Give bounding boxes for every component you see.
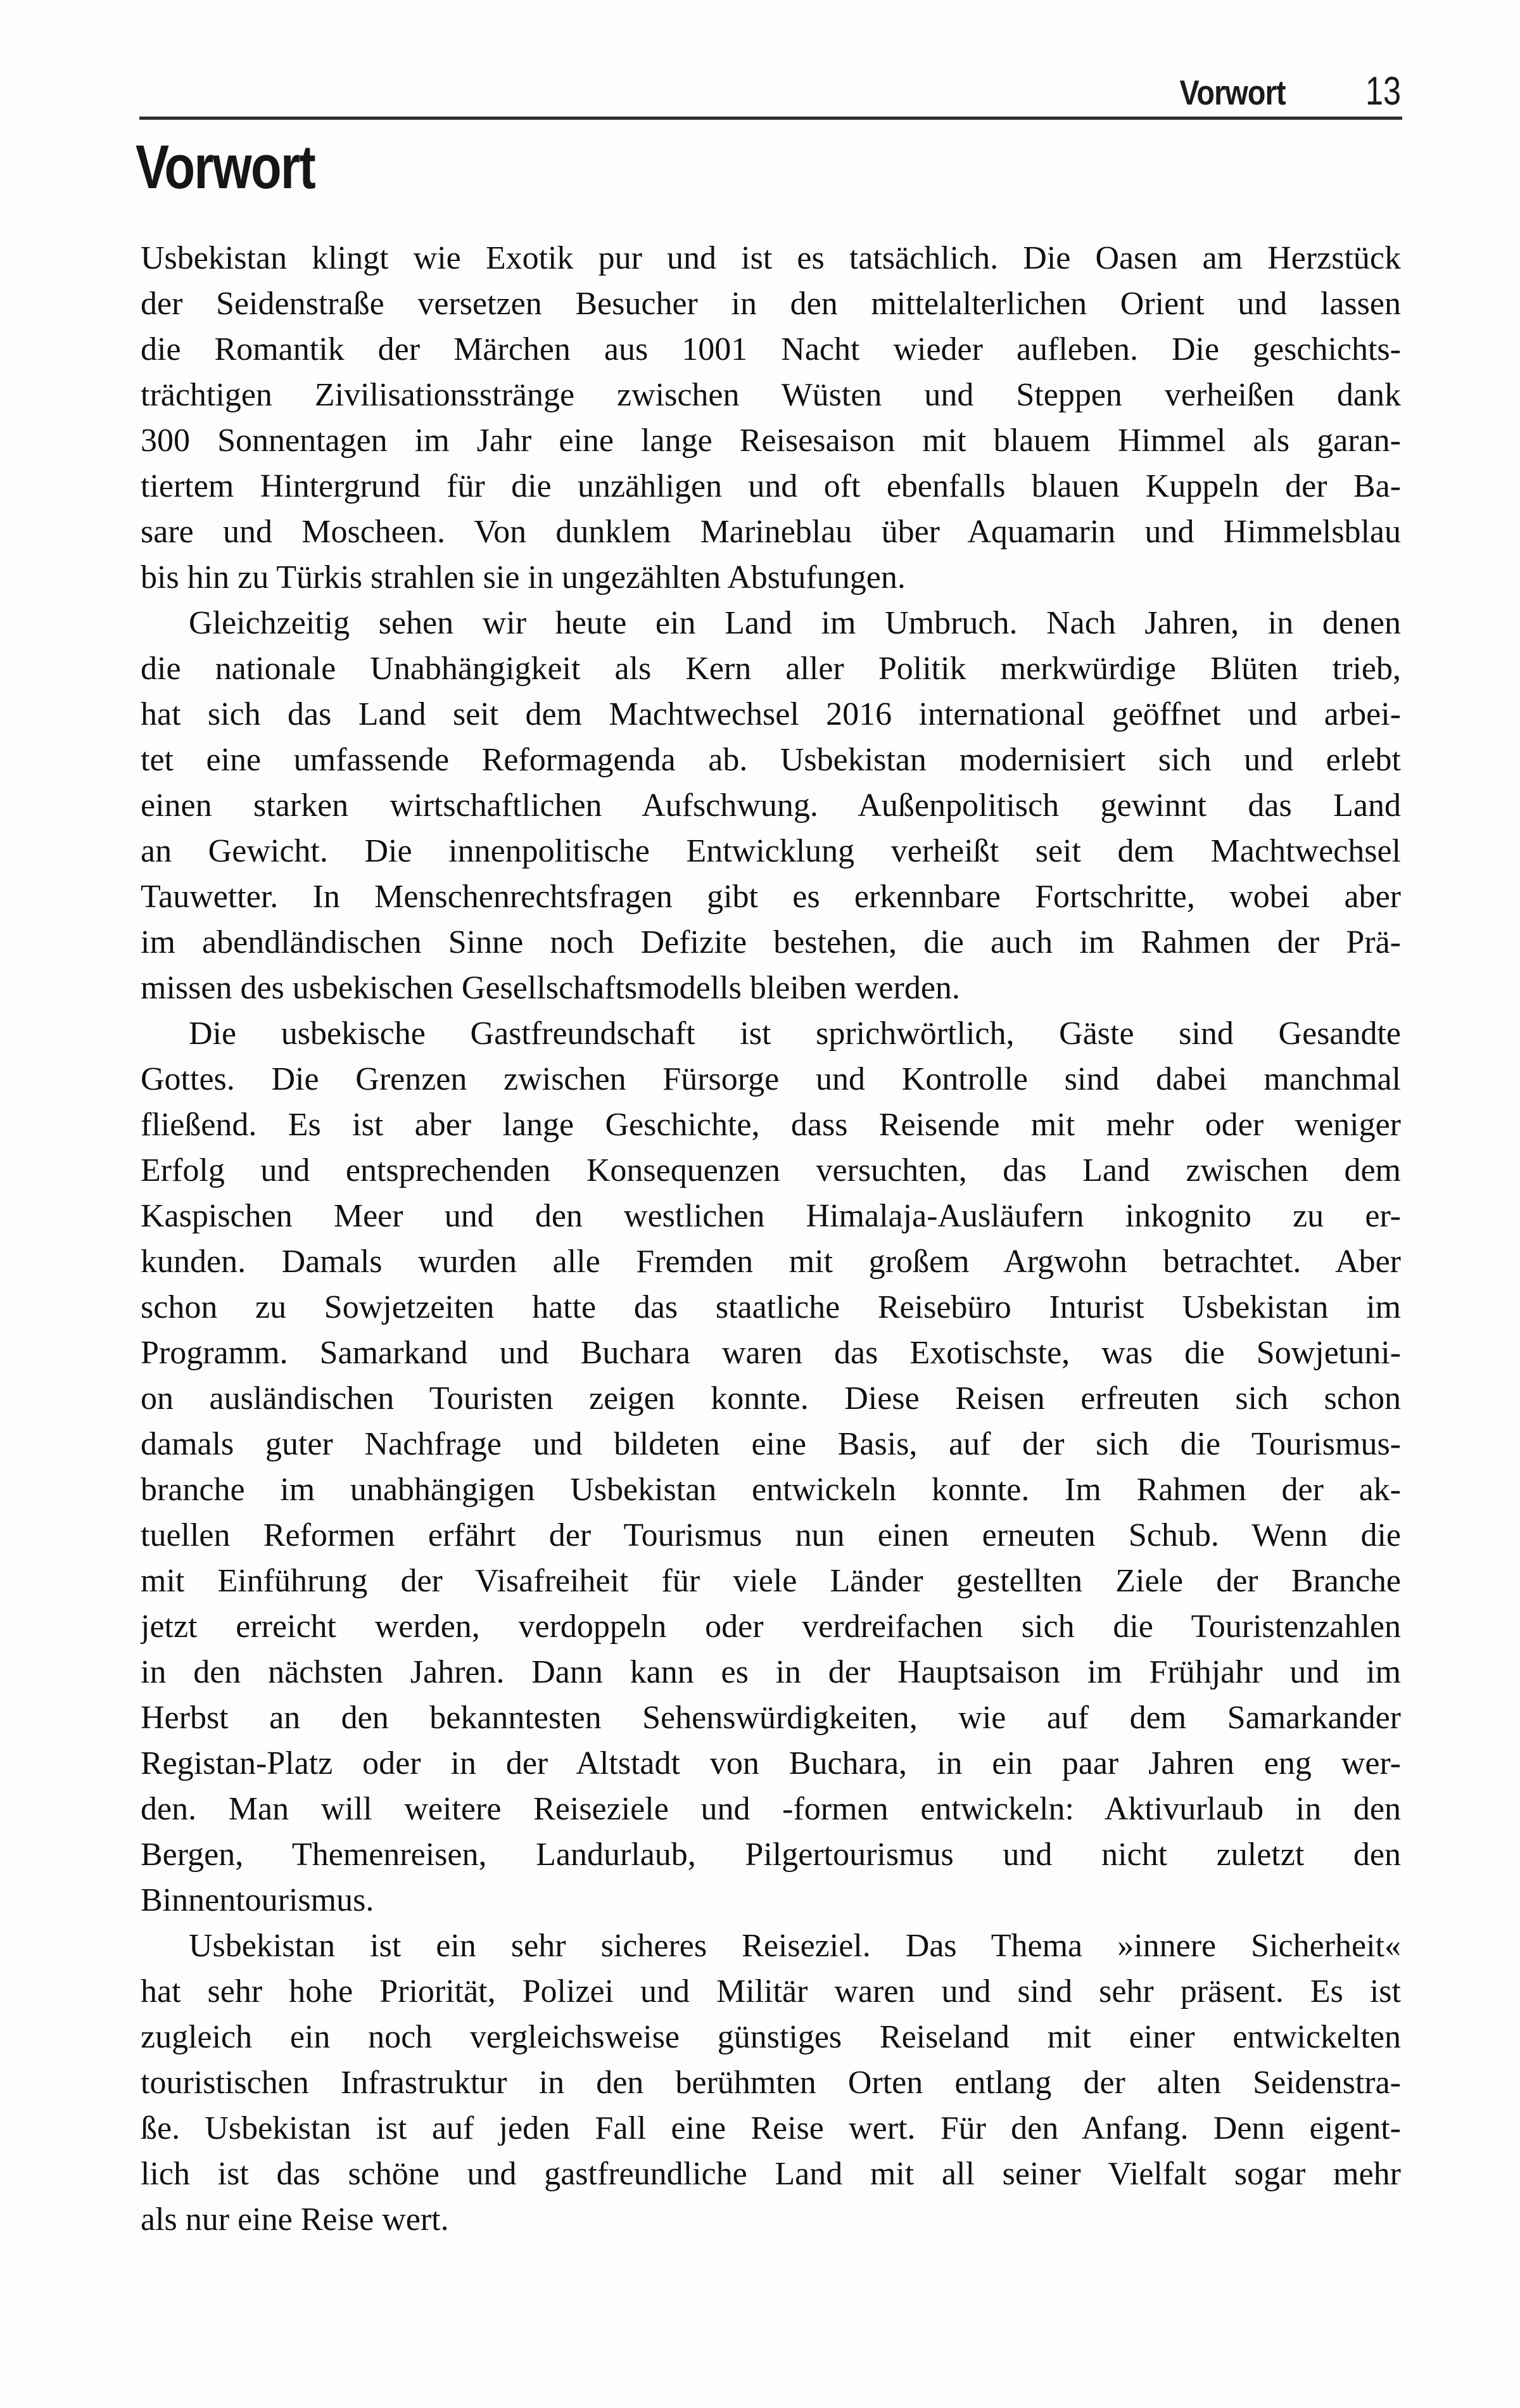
text-line: Tauwetter. In Menschenrechtsfragen gibt es erkennbare Fortschritte, wobei aber [141, 879, 1401, 915]
text-line: schon zu Sowjetzeiten hatte das staatliche Reisebüro Inturist Usbekistan im [141, 1289, 1401, 1325]
paragraph [141, 236, 1401, 601]
text-line: trächtigen Zivilisationsstränge zwischen Wüsten und Steppen verheißen dank [141, 377, 1401, 413]
text-line: Registan-Platz oder in der Altstadt von Buchara, in ein paar Jahren eng wer- [141, 1745, 1401, 1781]
text-line: tet eine umfassende Reformagenda ab. Usbekistan modernisiert sich und erlebt [141, 742, 1401, 778]
paragraph [141, 1923, 1401, 2243]
text-line: tiertem Hintergrund für die unzähligen und oft ebenfalls blauen Kuppeln der Ba- [141, 468, 1401, 504]
text-line: der Seidenstraße versetzen Besucher in den mittelalterlichen Orient und lassen [141, 286, 1401, 322]
text-line: lich ist das schöne und gastfreundliche Land mit all seiner Vielfalt sogar mehr [141, 2156, 1401, 2192]
text-line: Programm. Samarkand und Buchara waren das Exotischste, was die Sowjetuni- [141, 1335, 1401, 1371]
text-line: on ausländischen Touristen zeigen konnte. Diese Reisen erfreuten sich schon [141, 1380, 1401, 1417]
text-line: den. Man will weitere Reiseziele und -formen entwickeln: Aktivurlaub in den [141, 1791, 1401, 1827]
text-line: fließend. Es ist aber lange Geschichte, dass Reisende mit mehr oder weniger [141, 1107, 1401, 1143]
text-line: die Romantik der Märchen aus 1001 Nacht wieder aufleben. Die geschichts- [141, 331, 1401, 367]
text-line: die nationale Unabhängigkeit als Kern aller Politik merkwürdige Blüten trieb, [141, 651, 1401, 687]
text-line: bis hin zu Türkis strahlen sie in ungezählten Abstufungen. [141, 559, 906, 596]
text-line: Bergen, Themenreisen, Landurlaub, Pilgertourismus und nicht zuletzt den [141, 1837, 1401, 1873]
text-line: tuellen Reformen erfährt der Tourismus nun einen erneuten Schub. Wenn die [141, 1517, 1401, 1553]
text-line: im abendländischen Sinne noch Defizite bestehen, die auch im Rahmen der Prä- [141, 924, 1401, 960]
text-line: 300 Sonnentagen im Jahr eine lange Reisesaison mit blauem Himmel als garan- [141, 423, 1401, 459]
running-header-page-number: 13 [1365, 69, 1401, 113]
text-line: an Gewicht. Die innenpolitische Entwicklung verheißt seit dem Machtwechsel [141, 833, 1401, 869]
text-line: ße. Usbekistan ist auf jeden Fall eine Reise wert. Für den Anfang. Denn eigent- [141, 2110, 1401, 2146]
text-line: mit Einführung der Visafreiheit für viele Länder gestellten Ziele der Branche [141, 1563, 1401, 1599]
text-line: Gleichzeitig sehen wir heute ein Land im Umbruch. Nach Jahren, in denen [189, 605, 1401, 641]
text-line: Herbst an den bekanntesten Sehenswürdigkeiten, wie auf dem Samarkander [141, 1700, 1401, 1736]
text-line: jetzt erreicht werden, verdoppeln oder verdreifachen sich die Touristenzahlen [141, 1609, 1401, 1645]
header-rule [139, 117, 1402, 120]
text-line: damals guter Nachfrage und bildeten eine Basis, auf der sich die Tourismus- [141, 1426, 1401, 1462]
text-line: als nur eine Reise wert. [141, 2201, 449, 2238]
running-header-section-title: Vorwort [1179, 73, 1286, 112]
text-line: touristischen Infrastruktur in den berühmten Orten entlang der alten Seidenstra- [141, 2065, 1401, 2101]
text-line: in den nächsten Jahren. Dann kann es in der Hauptsaison im Frühjahr und im [141, 1654, 1401, 1690]
text-line: missen des usbekischen Gesellschaftsmodells bleiben werden. [141, 970, 960, 1006]
text-line: zugleich ein noch vergleichsweise günstiges Reiseland mit einer entwickelten [141, 2019, 1401, 2055]
text-line: Erfolg und entsprechenden Konsequenzen versuchten, das Land zwischen dem [141, 1152, 1401, 1188]
text-line: kunden. Damals wurden alle Fremden mit großem Argwohn betrachtet. Aber [141, 1244, 1401, 1280]
text-line: Kaspischen Meer und den westlichen Himalaja-Ausläufern inkognito zu er- [141, 1198, 1401, 1234]
paragraph [141, 601, 1401, 1011]
text-line: Gottes. Die Grenzen zwischen Fürsorge und Kontrolle sind dabei manchmal [141, 1061, 1401, 1097]
text-line: Usbekistan ist ein sehr sicheres Reiseziel. Das Thema »innere Sicherheit« [189, 1928, 1401, 1964]
body-text [141, 236, 1401, 2243]
running-header [141, 68, 1401, 114]
text-line: hat sehr hohe Priorität, Polizei und Militär waren und sind sehr präsent. Es ist [141, 1973, 1401, 2010]
text-line: hat sich das Land seit dem Machtwechsel 2016 international geöffnet und arbei- [141, 696, 1401, 732]
text-line: Binnentourismus. [141, 1882, 374, 1918]
text-line: Usbekistan klingt wie Exotik pur und ist es tatsächlich. Die Oasen am Herzstück [141, 240, 1401, 276]
text-line: branche im unabhängigen Usbekistan entwickeln konnte. Im Rahmen der ak- [141, 1472, 1401, 1508]
chapter-heading: Vorwort [136, 132, 315, 201]
text-line: einen starken wirtschaftlichen Aufschwung. Außenpolitisch gewinnt das Land [141, 787, 1401, 824]
paragraph [141, 1011, 1401, 1923]
text-line: sare und Moscheen. Von dunklem Marineblau über Aquamarin und Himmelsblau [141, 514, 1401, 550]
text-line: Die usbekische Gastfreundschaft ist sprichwörtlich, Gäste sind Gesandte [189, 1016, 1401, 1052]
